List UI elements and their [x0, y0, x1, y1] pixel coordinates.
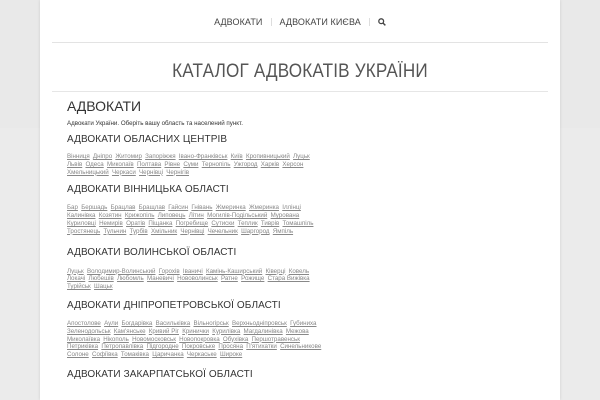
- nav-item-lawyers[interactable]: АДВОКАТИ: [214, 16, 263, 27]
- city-link[interactable]: Чернівці: [139, 168, 164, 176]
- city-link[interactable]: Полтава: [136, 160, 162, 168]
- city-link[interactable]: Кропивницький: [245, 153, 290, 160]
- city-link[interactable]: Суми: [183, 160, 199, 168]
- city-link[interactable]: Черкаси: [111, 168, 136, 176]
- city-link[interactable]: Покровське: [181, 343, 216, 351]
- city-links-regional-centers: [67, 153, 329, 176]
- city-link[interactable]: Вінниця: [67, 153, 90, 160]
- city-link[interactable]: Межова: [285, 327, 309, 335]
- city-link[interactable]: Кривий Ріг: [148, 327, 179, 335]
- city-link[interactable]: Житомир: [115, 153, 142, 160]
- city-link[interactable]: Миколаїв: [106, 160, 134, 168]
- city-link[interactable]: Іваничі: [182, 267, 203, 275]
- city-link[interactable]: Обухівка: [222, 335, 249, 343]
- city-link[interactable]: Верхньодніпровськ: [231, 319, 287, 327]
- city-link[interactable]: Запоріжжя: [145, 153, 176, 160]
- section-heading-regional-centers: АДВОКАТИ ОБЛАСНИХ ЦЕНТРІВ: [67, 134, 228, 145]
- intro-text: Адвокати України. Оберіть вашу область та населений пункт.: [67, 120, 243, 127]
- city-link[interactable]: Дніпро: [92, 153, 113, 160]
- nav-item-kyiv-lawyers[interactable]: АДВОКАТИ КИЄВА: [279, 16, 361, 27]
- city-link[interactable]: Погребище: [175, 219, 209, 227]
- city-link[interactable]: Зеленодольськ: [67, 327, 111, 335]
- city-link[interactable]: Підгородне: [146, 343, 179, 351]
- city-link[interactable]: Бращлав: [138, 204, 166, 212]
- city-link[interactable]: Одеса: [85, 160, 104, 168]
- city-link[interactable]: Вільногірськ: [193, 319, 229, 327]
- city-link[interactable]: Першотравенськ: [251, 335, 300, 343]
- city-link[interactable]: Рівне: [164, 160, 181, 168]
- city-link[interactable]: Мурована Куриловці: [67, 212, 300, 227]
- city-link[interactable]: Широке: [219, 351, 243, 359]
- main-content: [40, 98, 560, 380]
- section-heading-zakarpattia: АДВОКАТИ ЗАКАРПАТСЬКОЇ ОБЛАСТІ: [67, 368, 253, 380]
- city-link[interactable]: Петропавлівка: [101, 343, 144, 351]
- city-link[interactable]: Калинівка: [67, 212, 96, 220]
- city-link[interactable]: Немирів: [99, 219, 123, 227]
- city-link[interactable]: Іллінці: [282, 204, 301, 212]
- city-link[interactable]: Новопокровка: [179, 335, 220, 343]
- city-link[interactable]: Солоне: [67, 351, 89, 359]
- city-link[interactable]: Крижопіль: [124, 212, 155, 220]
- city-link[interactable]: Стара Вижівка: [267, 275, 310, 283]
- city-link[interactable]: Нікополь: [103, 335, 129, 343]
- city-link[interactable]: Царичанка: [152, 351, 184, 359]
- city-link[interactable]: Жмеринка: [248, 204, 279, 212]
- city-link[interactable]: Просяна: [218, 343, 244, 351]
- city-link[interactable]: Магдалинівка: [243, 327, 283, 335]
- city-link[interactable]: Гнівань: [191, 204, 213, 212]
- city-link[interactable]: Ужгород: [233, 160, 258, 168]
- title-divider: [52, 91, 548, 92]
- city-link[interactable]: Жмеринка: [215, 204, 246, 212]
- city-link[interactable]: Бершадь: [81, 204, 108, 212]
- city-link[interactable]: Петриківка: [67, 343, 99, 351]
- city-link[interactable]: Хмільник: [150, 227, 178, 235]
- city-link[interactable]: Чернівці: [180, 227, 205, 235]
- city-link[interactable]: Оратів: [126, 219, 146, 227]
- city-link[interactable]: Теплик: [237, 219, 258, 227]
- city-link[interactable]: Шацьк: [94, 283, 113, 291]
- city-link[interactable]: Київ: [230, 153, 243, 160]
- city-link[interactable]: Ратне: [220, 275, 238, 283]
- city-link[interactable]: Ковель: [288, 267, 310, 275]
- city-link[interactable]: Івано-Франківськ: [178, 153, 228, 160]
- city-link[interactable]: Піщанка: [148, 219, 173, 227]
- city-link[interactable]: Тростянець: [67, 227, 101, 235]
- city-link[interactable]: Кам'янське: [113, 327, 146, 335]
- city-link[interactable]: Любешів: [88, 275, 114, 283]
- city-link[interactable]: Софіївка: [92, 351, 118, 359]
- city-link[interactable]: Курилівка: [212, 327, 241, 335]
- city-link[interactable]: Хмельницький: [67, 168, 109, 176]
- city-link[interactable]: Камінь-Каширський: [206, 267, 263, 275]
- city-link[interactable]: Любомль: [116, 275, 144, 283]
- city-link[interactable]: Новомосковськ: [132, 335, 176, 343]
- nav-divider-line: [52, 42, 548, 43]
- city-link[interactable]: Богдарівка: [121, 319, 153, 327]
- city-link[interactable]: Миколаївка: [67, 335, 101, 343]
- city-link[interactable]: Рожище: [241, 275, 265, 283]
- city-link[interactable]: Синельникове: [280, 343, 322, 351]
- city-link[interactable]: Шаргород: [241, 227, 270, 235]
- city-link[interactable]: Бар: [67, 204, 78, 212]
- section-heading-volyn: АДВОКАТИ ВОЛИНСЬКОЇ ОБЛАСТІ: [67, 246, 237, 258]
- city-link[interactable]: Локачі: [67, 275, 86, 283]
- city-link[interactable]: Тернопіль: [201, 160, 231, 168]
- city-link[interactable]: Брацлав: [110, 204, 136, 212]
- city-link[interactable]: Тульчин: [103, 227, 127, 235]
- city-link[interactable]: Могилів-Подільський: [207, 212, 268, 220]
- page-heading: АДВОКАТИ: [67, 98, 142, 114]
- city-link[interactable]: Чернігів: [166, 168, 189, 176]
- city-link[interactable]: Херсон: [282, 160, 304, 168]
- city-link[interactable]: Турбів: [129, 227, 148, 235]
- city-link[interactable]: Апостолове: [67, 319, 101, 327]
- city-link[interactable]: Козятин: [98, 212, 122, 220]
- city-links-volyn: [67, 268, 329, 291]
- city-link[interactable]: Турійськ: [67, 283, 91, 291]
- city-link[interactable]: Губиниха: [290, 319, 317, 327]
- city-link[interactable]: Гайсин: [168, 204, 189, 212]
- city-link[interactable]: Кринички: [182, 327, 209, 335]
- section-heading-dnipro: АДВОКАТИ ДНІПРОПЕТРОВСЬКОЇ ОБЛАСТІ: [67, 299, 281, 311]
- city-link[interactable]: Черкаське: [186, 351, 217, 359]
- city-link[interactable]: Ківерці: [265, 267, 286, 275]
- site-title[interactable]: КАТАЛОГ АДВОКАТІВ УКРАЇНИ: [172, 61, 428, 82]
- city-link[interactable]: Володимир-Волинський: [86, 267, 156, 275]
- city-links-dnipro: [67, 320, 329, 359]
- city-link[interactable]: Львів: [67, 160, 83, 168]
- city-link[interactable]: Харків: [260, 160, 280, 168]
- search-button[interactable]: [370, 18, 394, 26]
- city-link[interactable]: Томаківка: [120, 351, 149, 359]
- city-link[interactable]: Аули: [104, 319, 119, 327]
- city-link[interactable]: Васильківка: [155, 319, 191, 327]
- city-link[interactable]: Чечельник: [207, 227, 238, 235]
- city-link[interactable]: Луцьк: [293, 153, 310, 160]
- city-link[interactable]: Луцьк: [67, 267, 84, 275]
- city-link[interactable]: Липовець: [157, 212, 186, 220]
- city-link[interactable]: Сутиски: [211, 219, 235, 227]
- city-link[interactable]: Горохів: [158, 267, 180, 275]
- city-link[interactable]: Маневичі: [146, 275, 174, 283]
- city-link[interactable]: Томашпіль: [282, 219, 314, 227]
- city-link[interactable]: П'ятихатки: [246, 343, 277, 351]
- search-icon: [378, 18, 386, 26]
- city-links-vinnytsia: [67, 204, 329, 235]
- city-link[interactable]: Нововолинськ: [177, 275, 218, 283]
- city-link[interactable]: Літин: [188, 212, 204, 220]
- section-heading-vinnytsia: АДВОКАТИ ВІННИЦЬКА ОБЛАСТІ: [67, 184, 229, 196]
- page-container: [40, 0, 560, 400]
- city-link[interactable]: Тиврів: [260, 219, 280, 227]
- city-link[interactable]: Ямпіль: [272, 227, 294, 235]
- main-nav: [40, 0, 560, 43]
